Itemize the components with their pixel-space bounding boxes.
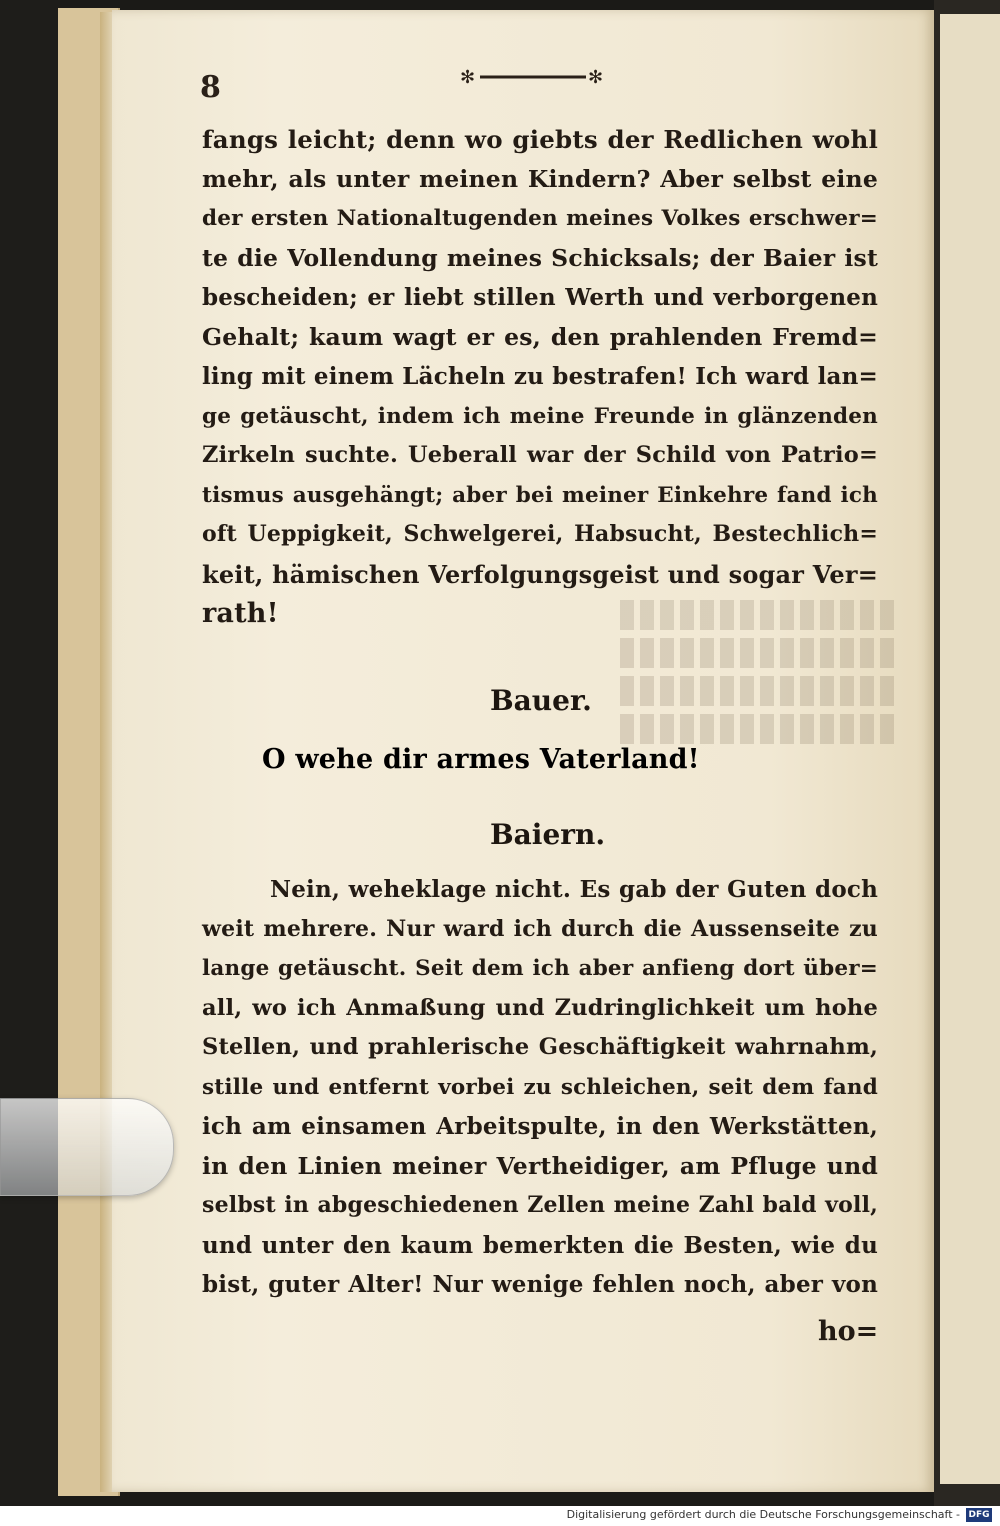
text-line: oft Ueppigkeit, Schwelgerei, Habsucht, Bestechlich=	[202, 521, 878, 547]
text-line: Stellen, und prahlerische Geschäftigkeit wahrnahm,	[202, 1034, 878, 1060]
header-ornament	[458, 66, 608, 88]
page-number: 8	[200, 70, 221, 105]
paragraph-1	[202, 120, 878, 634]
text-line: selbst in abgeschiedenen Zellen meine Zahl bald voll,	[202, 1192, 878, 1218]
text-line: Zirkeln suchte. Ueberall war der Schild von Patrio=	[202, 442, 878, 468]
text-line: weit mehrere. Nur ward ich durch die Aussenseite zu	[202, 915, 878, 942]
funding-credit: Digitalisierung gefördert durch die Deutsche Forschungsgemeinschaft -	[566, 1508, 960, 1521]
page-holder-clip	[0, 1098, 174, 1196]
text-line: all, wo ich Anmaßung und Zudringlichkeit um hohe	[202, 994, 878, 1021]
text-line: ge getäuscht, indem ich meine Freunde in glänzenden	[202, 403, 878, 429]
text-line: und unter den kaum bemerkten die Besten, wie du	[202, 1231, 878, 1259]
svg-text:✻: ✻	[460, 67, 476, 88]
text-line: der ersten Nationaltugenden meines Volkes erschwer=	[202, 206, 878, 231]
text-line: fangs leicht; denn wo giebts der Redlichen wohl	[202, 125, 878, 154]
text-line: Nein, weheklage nicht. Es gab der Guten doch	[270, 876, 878, 903]
text-line: mehr, als unter meinen Kindern? Aber selbst eine	[202, 164, 878, 193]
paragraph-2	[202, 870, 878, 1305]
catchword: ho=	[818, 1316, 879, 1347]
text-line: Gehalt; kaum wagt er es, den prahlenden Fremd=	[202, 322, 878, 351]
text-line: tismus ausgehängt; aber bei meiner Einkehre fand ich	[202, 482, 878, 508]
text-line: ich am einsamen Arbeitspulte, in den Werkstätten,	[202, 1113, 878, 1140]
text-line: rath!	[202, 598, 279, 629]
speaker-bauer: Bauer.	[490, 684, 592, 717]
svg-text:✻: ✻	[588, 67, 604, 88]
text-line: bist, guter Alter! Nur wenige fehlen noch, aber von	[202, 1271, 878, 1298]
facing-page-edge	[940, 14, 1000, 1484]
text-line: lange getäuscht. Seit dem ich aber anfieng dort über=	[202, 956, 878, 981]
text-line: ling mit einem Lächeln zu bestrafen! Ich ward lan=	[202, 363, 878, 390]
scan-background-left	[0, 0, 60, 1506]
text-line: keit, hämischen Verfolgungsgeist und sogar Ver=	[202, 559, 878, 589]
bauer-line: O wehe dir armes Vaterland!	[262, 744, 700, 775]
speaker-baiern: Baiern.	[490, 818, 606, 851]
dfg-logo-icon: DFG	[966, 1508, 992, 1522]
text-line: stille und entfernt vorbei zu schleichen, seit dem fand	[202, 1074, 878, 1100]
text-line: te die Vollendung meines Schicksals; der Baier ist	[202, 243, 878, 272]
text-line: in den Linien meiner Vertheidiger, am Pfluge und	[202, 1151, 878, 1180]
text-line: bescheiden; er liebt stillen Werth und verborgenen	[202, 284, 878, 311]
